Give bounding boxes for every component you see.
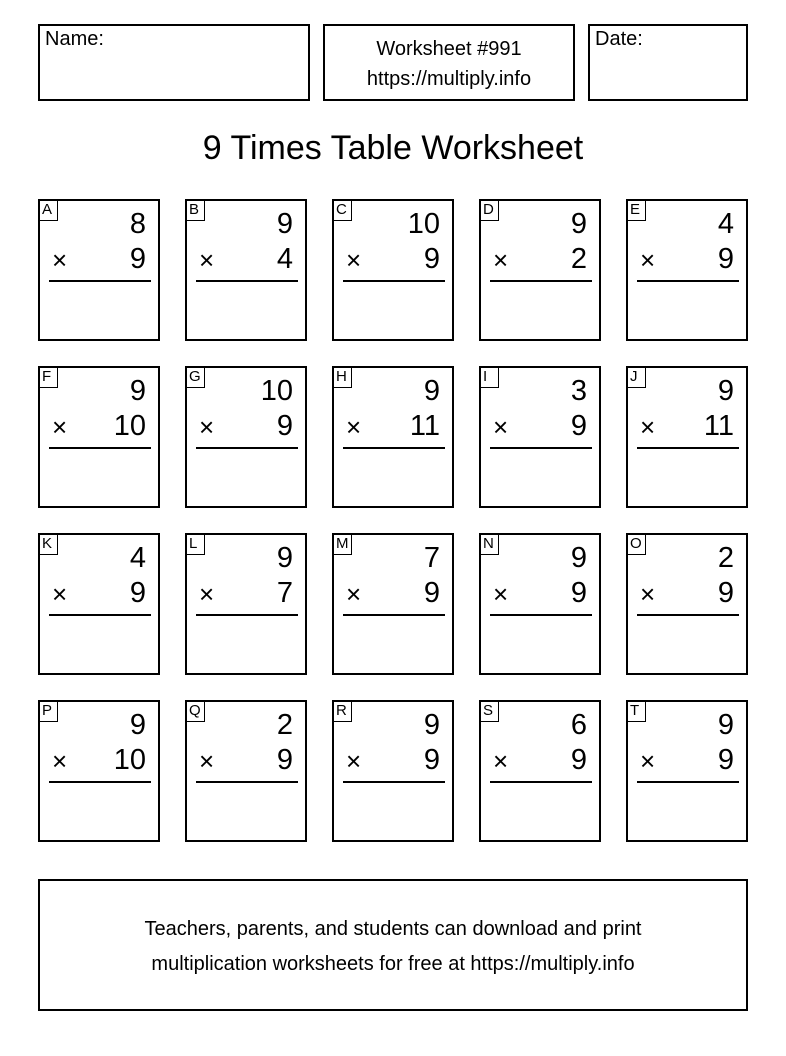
problem-letter: F: [38, 366, 58, 388]
multiplier: 9: [717, 243, 734, 275]
problem-letter: L: [185, 533, 205, 555]
answer-line: [49, 447, 151, 449]
worksheet-url: https://multiply.info: [366, 68, 532, 90]
date-field[interactable]: [588, 24, 748, 101]
times-sign: ×: [493, 412, 509, 442]
multiplier: 9: [570, 577, 587, 609]
times-sign: ×: [640, 412, 656, 442]
multiplier: 9: [423, 744, 440, 776]
problem-card[interactable]: [185, 199, 307, 341]
footer-line-2: multiplication worksheets for free at https://multiply.info: [151, 953, 635, 975]
multiplicand: 9: [570, 208, 587, 240]
answer-line: [637, 614, 739, 616]
problem-card[interactable]: [626, 199, 748, 341]
multiplicand: 2: [276, 709, 293, 741]
problem-card[interactable]: [626, 700, 748, 842]
answer-line: [490, 614, 592, 616]
problem-card[interactable]: [38, 366, 160, 508]
times-sign: ×: [346, 746, 362, 776]
multiplicand: 7: [423, 542, 440, 574]
answer-line: [343, 280, 445, 282]
problem-card[interactable]: [479, 366, 601, 508]
footer-box: [38, 879, 748, 1011]
multiplier: 9: [423, 577, 440, 609]
multiplicand: 8: [129, 208, 146, 240]
times-sign: ×: [346, 412, 362, 442]
times-sign: ×: [199, 579, 215, 609]
multiplier: 7: [276, 577, 293, 609]
times-sign: ×: [199, 412, 215, 442]
times-sign: ×: [346, 579, 362, 609]
multiplicand: 9: [276, 542, 293, 574]
multiplier: 10: [113, 744, 146, 776]
problem-letter: S: [479, 700, 499, 722]
answer-line: [343, 447, 445, 449]
problem-card[interactable]: [626, 366, 748, 508]
problem-card[interactable]: [479, 700, 601, 842]
answer-line: [49, 614, 151, 616]
problem-card[interactable]: [332, 700, 454, 842]
footer-line-1: Teachers, parents, and students can download and print: [144, 918, 642, 940]
times-sign: ×: [346, 245, 362, 275]
multiplicand: 3: [570, 375, 587, 407]
multiplicand: 9: [423, 709, 440, 741]
multiplicand: 10: [407, 208, 440, 240]
problem-card[interactable]: [479, 199, 601, 341]
multiplier: 9: [423, 243, 440, 275]
problem-letter: E: [626, 199, 646, 221]
answer-line: [49, 280, 151, 282]
multiplier: 9: [129, 577, 146, 609]
multiplier: 9: [276, 410, 293, 442]
answer-line: [196, 447, 298, 449]
multiplier: 9: [570, 410, 587, 442]
problem-letter: A: [38, 199, 58, 221]
problem-card[interactable]: [185, 700, 307, 842]
answer-line: [49, 781, 151, 783]
name-field[interactable]: [38, 24, 310, 101]
problem-letter: M: [332, 533, 352, 555]
problem-card[interactable]: [185, 533, 307, 675]
problem-card[interactable]: [38, 199, 160, 341]
multiplicand: 9: [570, 542, 587, 574]
multiplicand: 9: [129, 375, 146, 407]
times-sign: ×: [52, 579, 68, 609]
answer-line: [196, 280, 298, 282]
problem-letter: K: [38, 533, 58, 555]
answer-line: [196, 614, 298, 616]
answer-line: [490, 447, 592, 449]
problem-letter: D: [479, 199, 499, 221]
problem-letter: J: [626, 366, 646, 388]
answer-line: [490, 781, 592, 783]
answer-line: [637, 781, 739, 783]
multiplicand: 6: [570, 709, 587, 741]
answer-line: [343, 614, 445, 616]
multiplier: 4: [276, 243, 293, 275]
times-sign: ×: [52, 412, 68, 442]
problem-card[interactable]: [332, 199, 454, 341]
problem-card[interactable]: [626, 533, 748, 675]
times-sign: ×: [52, 245, 68, 275]
times-sign: ×: [493, 579, 509, 609]
page-title: 9 Times Table Worksheet: [202, 129, 584, 167]
times-sign: ×: [52, 746, 68, 776]
multiplicand: 9: [276, 208, 293, 240]
problem-card[interactable]: [332, 366, 454, 508]
times-sign: ×: [493, 746, 509, 776]
name-label: Name:: [45, 28, 104, 50]
problem-letter: I: [479, 366, 499, 388]
answer-line: [196, 781, 298, 783]
multiplicand: 2: [717, 542, 734, 574]
worksheet-number: Worksheet #991: [376, 38, 522, 60]
answer-line: [637, 280, 739, 282]
multiplier: 10: [113, 410, 146, 442]
problem-letter: P: [38, 700, 58, 722]
times-sign: ×: [493, 245, 509, 275]
problem-card[interactable]: [332, 533, 454, 675]
multiplier: 9: [717, 744, 734, 776]
times-sign: ×: [640, 746, 656, 776]
answer-line: [637, 447, 739, 449]
date-label: Date:: [595, 28, 643, 50]
multiplier: 9: [717, 577, 734, 609]
problem-card[interactable]: [38, 700, 160, 842]
problem-card[interactable]: [479, 533, 601, 675]
multiplier: 9: [129, 243, 146, 275]
multiplier: 11: [409, 410, 440, 442]
problem-letter: G: [185, 366, 205, 388]
multiplicand: 9: [423, 375, 440, 407]
problem-letter: R: [332, 700, 352, 722]
multiplier: 2: [570, 243, 587, 275]
times-sign: ×: [199, 245, 215, 275]
multiplicand: 9: [129, 709, 146, 741]
problem-letter: O: [626, 533, 646, 555]
worksheet-info-box: [323, 24, 575, 101]
times-sign: ×: [640, 245, 656, 275]
problem-letter: C: [332, 199, 352, 221]
problem-letter: B: [185, 199, 205, 221]
times-sign: ×: [199, 746, 215, 776]
multiplicand: 4: [717, 208, 734, 240]
problem-letter: Q: [185, 700, 205, 722]
problem-letter: N: [479, 533, 499, 555]
answer-line: [490, 280, 592, 282]
multiplier: 9: [570, 744, 587, 776]
problem-letter: T: [626, 700, 646, 722]
multiplicand: 9: [717, 709, 734, 741]
multiplier: 11: [703, 410, 734, 442]
answer-line: [343, 781, 445, 783]
multiplicand: 9: [717, 375, 734, 407]
problem-card[interactable]: [38, 533, 160, 675]
problem-letter: H: [332, 366, 352, 388]
times-sign: ×: [640, 579, 656, 609]
problem-card[interactable]: [185, 366, 307, 508]
multiplier: 9: [276, 744, 293, 776]
multiplicand: 10: [260, 375, 293, 407]
multiplicand: 4: [129, 542, 146, 574]
